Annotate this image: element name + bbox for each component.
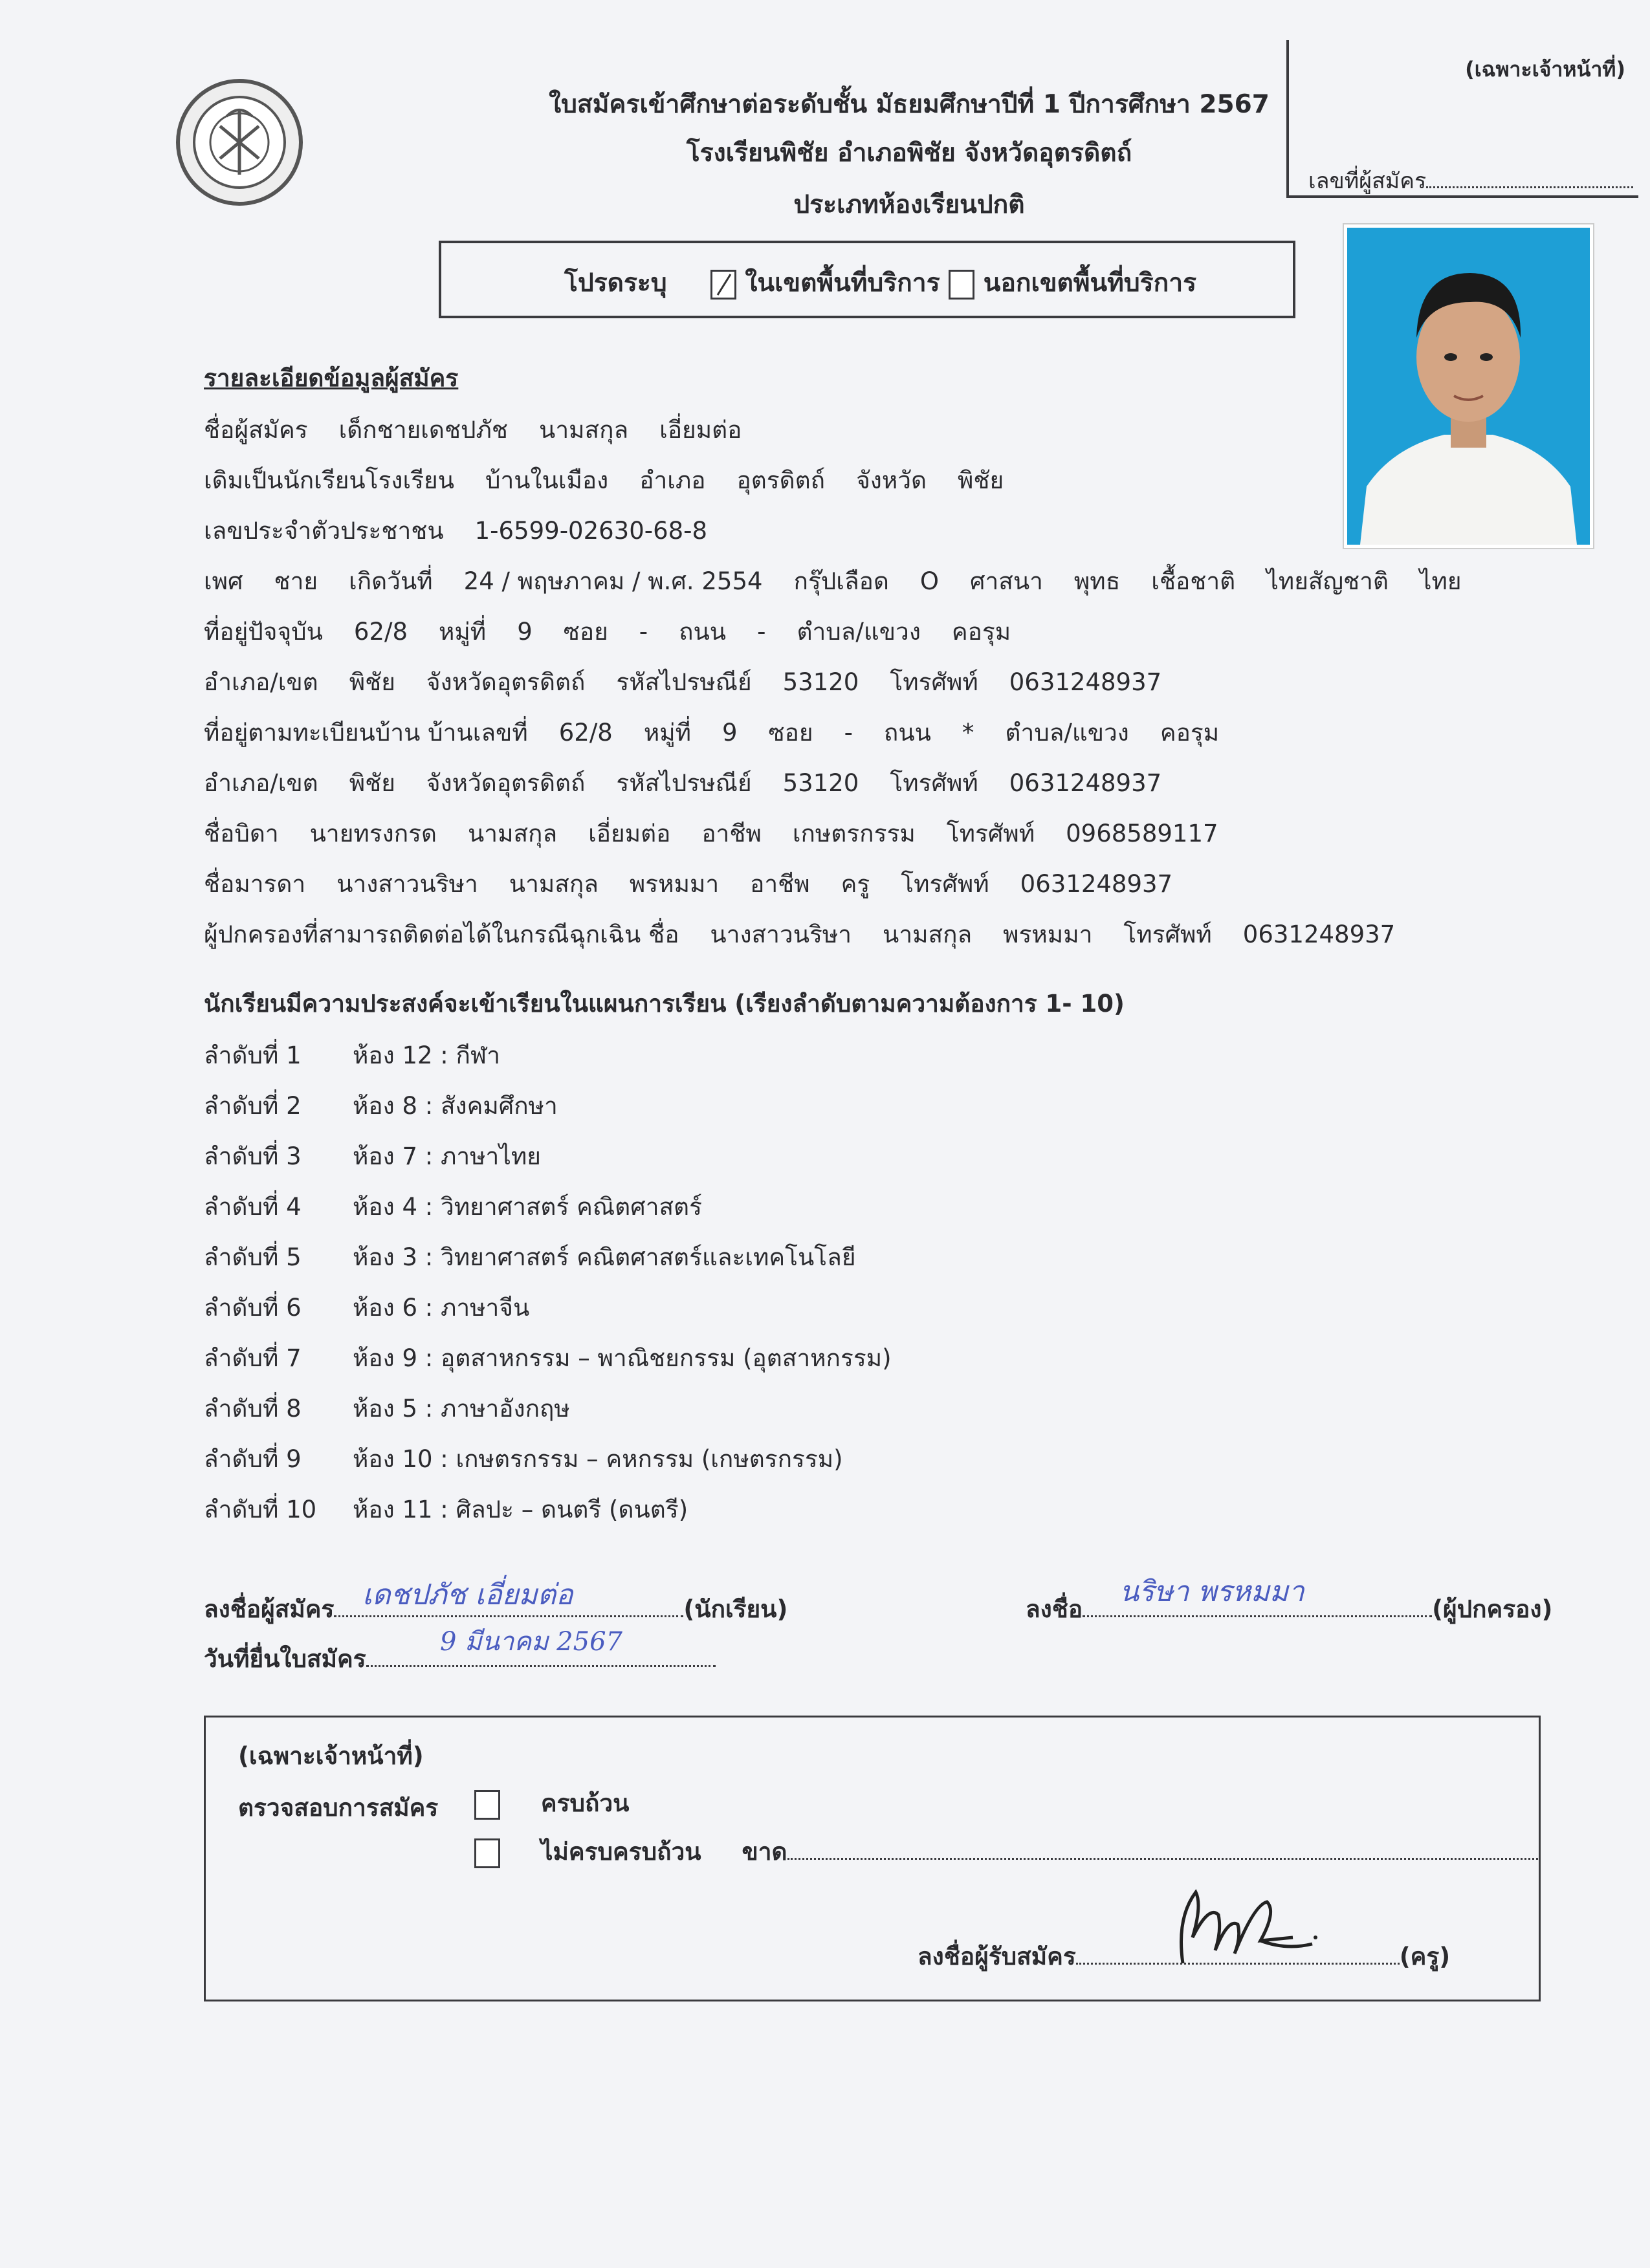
religion-label: ศาสนา [970, 567, 1043, 595]
zip-label: รหัสไปรษณีย์ [616, 668, 752, 696]
cur-house-no[interactable]: 62/8 [353, 618, 408, 646]
current-address-row-2 [204, 666, 1193, 699]
choice-room[interactable]: ห้อง 6 : ภาษาจีน [353, 1294, 530, 1322]
birth-label: เกิดวันที่ [349, 567, 433, 595]
reg-zip[interactable]: 53120 [782, 769, 859, 797]
guardian-tel[interactable]: 0631248937 [1242, 921, 1396, 948]
choice-order: ลำดับที่ 8 [204, 1395, 302, 1423]
soi-label: ซอย [563, 618, 608, 646]
guardian-row [204, 919, 1426, 951]
sex-label: เพศ [204, 567, 243, 595]
in-area-checkbox[interactable] [710, 270, 736, 300]
choice-order: ลำดับที่ 4 [204, 1193, 302, 1221]
submit-date-field[interactable] [366, 1665, 716, 1667]
out-area-label: นอกเขตพื้นที่บริการ [983, 268, 1197, 298]
applicant-photo [1343, 223, 1594, 549]
choice-7 [204, 1342, 892, 1375]
father-surname[interactable]: เอี่ยมต่อ [588, 820, 671, 847]
choice-room[interactable]: ห้อง 7 : ภาษาไทย [353, 1142, 541, 1170]
reg-tel[interactable]: 0631248937 [1009, 769, 1162, 797]
choice-order: ลำดับที่ 1 [204, 1041, 302, 1069]
check-label: ตรวจสอบการสมัคร [238, 1794, 439, 1822]
father-job-label: อาชีพ [701, 820, 762, 847]
birth-value[interactable]: 24 / พฤษภาคม / พ.ศ. 2554 [463, 567, 763, 595]
prev-school-label: เดิมเป็นนักเรียนโรงเรียน [204, 466, 454, 494]
choice-room[interactable]: ห้อง 3 : วิทยาศาสตร์ คณิตศาสตร์และเทคโนโลยี [353, 1243, 856, 1271]
cur-soi[interactable]: - [639, 618, 648, 646]
reg-subdistrict[interactable]: คอรุม [1160, 719, 1220, 747]
tel-label: โทรศัพท์ [890, 668, 978, 696]
out-area-checkbox[interactable] [949, 270, 974, 300]
choice-room[interactable]: ห้อง 10 : เกษตรกรรม – คหกรรม (เกษตรกรรม) [353, 1445, 843, 1473]
citizen-id-row [204, 515, 738, 547]
race-label: เชื้อชาติ [1151, 567, 1236, 595]
guardian-tel-label: โทรศัพท์ [1123, 921, 1212, 948]
amphoe-label: อำเภอ/เขต [204, 668, 318, 696]
mother-surname[interactable]: พรหมมา [629, 870, 720, 898]
mother-tel-label: โทรศัพท์ [901, 870, 989, 898]
choice-5 [204, 1241, 856, 1274]
choice-order: ลำดับที่ 7 [204, 1344, 302, 1372]
district-label: อำเภอ [639, 466, 706, 494]
reg-address-label: ที่อยู่ตามทะเบียนบ้าน บ้านเลขที่ [204, 719, 528, 747]
choice-10 [204, 1494, 688, 1526]
mother-job-label: อาชีพ [750, 870, 810, 898]
applicant-sign-suffix: (นักเรียน) [683, 1595, 788, 1623]
registered-address-row [204, 717, 1250, 749]
applicant-no [1308, 163, 1633, 198]
section-title: รายละเอียดข้อมูลผู้สมัคร [204, 364, 459, 392]
missing-field[interactable] [787, 1858, 1538, 1860]
school-logo [175, 78, 304, 207]
choice-1 [204, 1040, 500, 1072]
father-name[interactable]: นายทรงกรด [309, 820, 437, 847]
mother-job[interactable]: ครู [841, 870, 870, 898]
prev-school-row [204, 464, 1035, 497]
father-row [204, 818, 1249, 850]
choice-8 [204, 1393, 570, 1425]
missing-label: ขาด [742, 1838, 787, 1866]
province-label: จังหวัด [856, 466, 927, 494]
registered-address-row-2 [204, 767, 1193, 800]
applicant-no-label: เลขที่ผู้สมัคร [1308, 168, 1427, 194]
mother-row [204, 868, 1204, 900]
plan-title: นักเรียนมีความประสงค์จะเข้าเรียนในแผนการเรียน (เรียงลำดับตามความต้องการ 1- 10) [204, 990, 1125, 1018]
choice-6 [204, 1292, 529, 1324]
choice-order: ลำดับที่ 9 [204, 1445, 302, 1473]
choice-order: ลำดับที่ 10 [204, 1496, 317, 1523]
district-value[interactable]: อุตรดิตถ์ [736, 466, 826, 494]
reg-province-label: จังหวัดอุตรดิตถ์ [426, 769, 586, 797]
choice-order: ลำดับที่ 2 [204, 1092, 302, 1120]
surname-label: นามสกุล [539, 416, 629, 444]
applicant-handwritten-name: เดชปภัช เอี่ยมต่อ [362, 1578, 573, 1611]
race-value[interactable]: ไทย [1266, 567, 1308, 595]
guardian-surname[interactable]: พรหมมา [1003, 921, 1093, 948]
staff-box [204, 1716, 1541, 2001]
classroom-type: ประเภทห้องเรียนปกติ [793, 190, 1025, 219]
guardian-sign-suffix: (ผู้ปกครอง) [1432, 1595, 1553, 1623]
mother-tel[interactable]: 0631248937 [1020, 870, 1173, 898]
submit-date-handwritten: 9 มีนาคม 2567 [440, 1627, 622, 1657]
guardian-label: ผู้ปกครองที่สามารถติดต่อได้ในกรณีฉุกเฉิน ชื่อ [204, 921, 679, 948]
father-label: ชื่อบิดา [204, 820, 279, 847]
cur-amphoe[interactable]: พิชัย [349, 668, 395, 696]
reg-road[interactable]: * [962, 719, 974, 747]
reg-zip-label: รหัสไปรษณีย์ [616, 769, 752, 797]
incomplete-label: ไม่ครบครบถ้วน [540, 1838, 701, 1866]
official-corner [1286, 40, 1638, 198]
reg-moo[interactable]: 9 [722, 719, 738, 747]
father-tel-label: โทรศัพท์ [946, 820, 1035, 847]
guardian-sign-field[interactable] [1083, 1615, 1432, 1617]
sex-value[interactable]: ชาย [274, 567, 318, 595]
area-choice-box [439, 241, 1295, 318]
receiver-label: ลงชื่อผู้รับสมัคร [918, 1943, 1076, 1970]
mother-surname-label: นามสกุล [509, 870, 599, 898]
applicant-no-field[interactable] [1426, 186, 1633, 188]
name-value[interactable]: เด็กชายเดชปภัช [338, 416, 509, 444]
nationality-label: สัญชาติ [1308, 567, 1389, 595]
choice-order: ลำดับที่ 3 [204, 1142, 302, 1170]
personal-info-row [204, 565, 1493, 598]
cur-moo[interactable]: 9 [517, 618, 533, 646]
choice-room[interactable]: ห้อง 11 : ศิลปะ – ดนตรี (ดนตรี) [353, 1496, 688, 1523]
choice-room[interactable]: ห้อง 9 : อุตสาหกรรม – พาณิชยกรรม (อุตสาหกรรม) [353, 1344, 892, 1372]
citizen-id-value[interactable]: 1-6599-02630-68-8 [474, 517, 708, 545]
blood-value[interactable]: O [919, 567, 939, 595]
area-choice-prompt: โปรดระบุ [564, 268, 667, 298]
religion-value[interactable]: พุทธ [1073, 567, 1121, 595]
citizen-id-label: เลขประจำตัวประชาชน [204, 517, 444, 545]
choice-9 [204, 1443, 843, 1476]
applicant-name-row [204, 414, 773, 446]
choice-order: ลำดับที่ 6 [204, 1294, 302, 1322]
choice-3 [204, 1140, 541, 1173]
mother-name[interactable]: นางสาวนริษา [336, 870, 478, 898]
cur-address-label: ที่อยู่ปัจจุบัน [204, 618, 323, 646]
reg-house-no[interactable]: 62/8 [558, 719, 613, 747]
receiver-suffix: (ครู) [1399, 1943, 1451, 1970]
moo-label: หมู่ที่ [439, 618, 487, 646]
area-choice-row [564, 263, 1196, 303]
complete-checkbox[interactable] [474, 1790, 500, 1820]
school-name: โรงเรียนพิชัย อำเภอพิชัย จังหวัดอุตรดิตถ์ [686, 138, 1132, 168]
name-label: ชื่อผู้สมัคร [204, 416, 308, 444]
submit-date-label: วันที่ยื่นใบสมัคร [204, 1645, 366, 1673]
guardian-name[interactable]: นางสาวนริษา [710, 921, 852, 948]
province-value[interactable]: พิชัย [958, 466, 1004, 494]
father-tel[interactable]: 0968589117 [1066, 820, 1218, 847]
incomplete-row [474, 1833, 1538, 1871]
choice-room[interactable]: ห้อง 5 : ภาษาอังกฤษ [353, 1395, 570, 1423]
cur-tel[interactable]: 0631248937 [1009, 668, 1162, 696]
cur-road[interactable]: - [757, 618, 766, 646]
reg-amphoe-label: อำเภอ/เขต [204, 769, 318, 797]
form-title: ใบสมัครเข้าศึกษาต่อระดับชั้น มัธยมศึกษาปีที่ 1 ปีการศึกษา 2567 [549, 90, 1270, 119]
choice-room[interactable]: ห้อง 8 : สังคมศึกษา [353, 1092, 558, 1120]
choice-room[interactable]: ห้อง 12 : กีฬา [353, 1041, 500, 1069]
cur-subdistrict[interactable]: คอรุม [951, 618, 1011, 646]
guardian-handwritten-name: นริษา พรหมมา [1119, 1575, 1304, 1608]
cur-province-label: จังหวัดอุตรดิตถ์ [426, 668, 586, 696]
reg-soi-label: ซอย [768, 719, 813, 747]
current-address-row [204, 616, 1042, 648]
official-corner-label: (เฉพาะเจ้าหน้าที่) [1465, 57, 1625, 82]
complete-label: ครบถ้วน [540, 1789, 630, 1817]
subdistrict-label: ตำบล/แขวง [797, 618, 921, 646]
incomplete-checkbox[interactable] [474, 1838, 500, 1868]
father-job[interactable]: เกษตรกรรม [792, 820, 916, 847]
guardian-sign-label: ลงชื่อ [1026, 1595, 1083, 1623]
choice-room[interactable]: ห้อง 4 : วิทยาศาสตร์ คณิตศาสตร์ [353, 1193, 702, 1221]
road-label: ถนน [679, 618, 727, 646]
receiver-signature [1157, 1879, 1325, 1970]
prev-school-value[interactable]: บ้านในเมือง [485, 466, 609, 494]
surname-value[interactable]: เอี่ยมต่อ [659, 416, 742, 444]
reg-soi[interactable]: - [844, 719, 853, 747]
reg-subdistrict-label: ตำบล/แขวง [1005, 719, 1129, 747]
complete-row [474, 1784, 629, 1822]
choice-2 [204, 1090, 558, 1122]
cur-zip[interactable]: 53120 [782, 668, 859, 696]
nationality-value[interactable]: ไทย [1419, 567, 1462, 595]
applicant-sign-label: ลงชื่อผู้สมัคร [204, 1595, 335, 1623]
staff-box-title: (เฉพาะเจ้าหน้าที่) [238, 1742, 424, 1770]
father-surname-label: นามสกุล [468, 820, 558, 847]
reg-road-label: ถนน [883, 719, 931, 747]
choice-order: ลำดับที่ 5 [204, 1243, 302, 1271]
guardian-surname-label: นามสกุล [883, 921, 973, 948]
reg-moo-label: หมู่ที่ [643, 719, 691, 747]
in-area-label: ในเขตพื้นที่บริการ [745, 268, 940, 298]
blood-label: กรุ๊ปเลือด [793, 567, 889, 595]
reg-tel-label: โทรศัพท์ [890, 769, 978, 797]
reg-amphoe[interactable]: พิชัย [349, 769, 395, 797]
choice-4 [204, 1191, 702, 1223]
mother-label: ชื่อมารดา [204, 870, 306, 898]
